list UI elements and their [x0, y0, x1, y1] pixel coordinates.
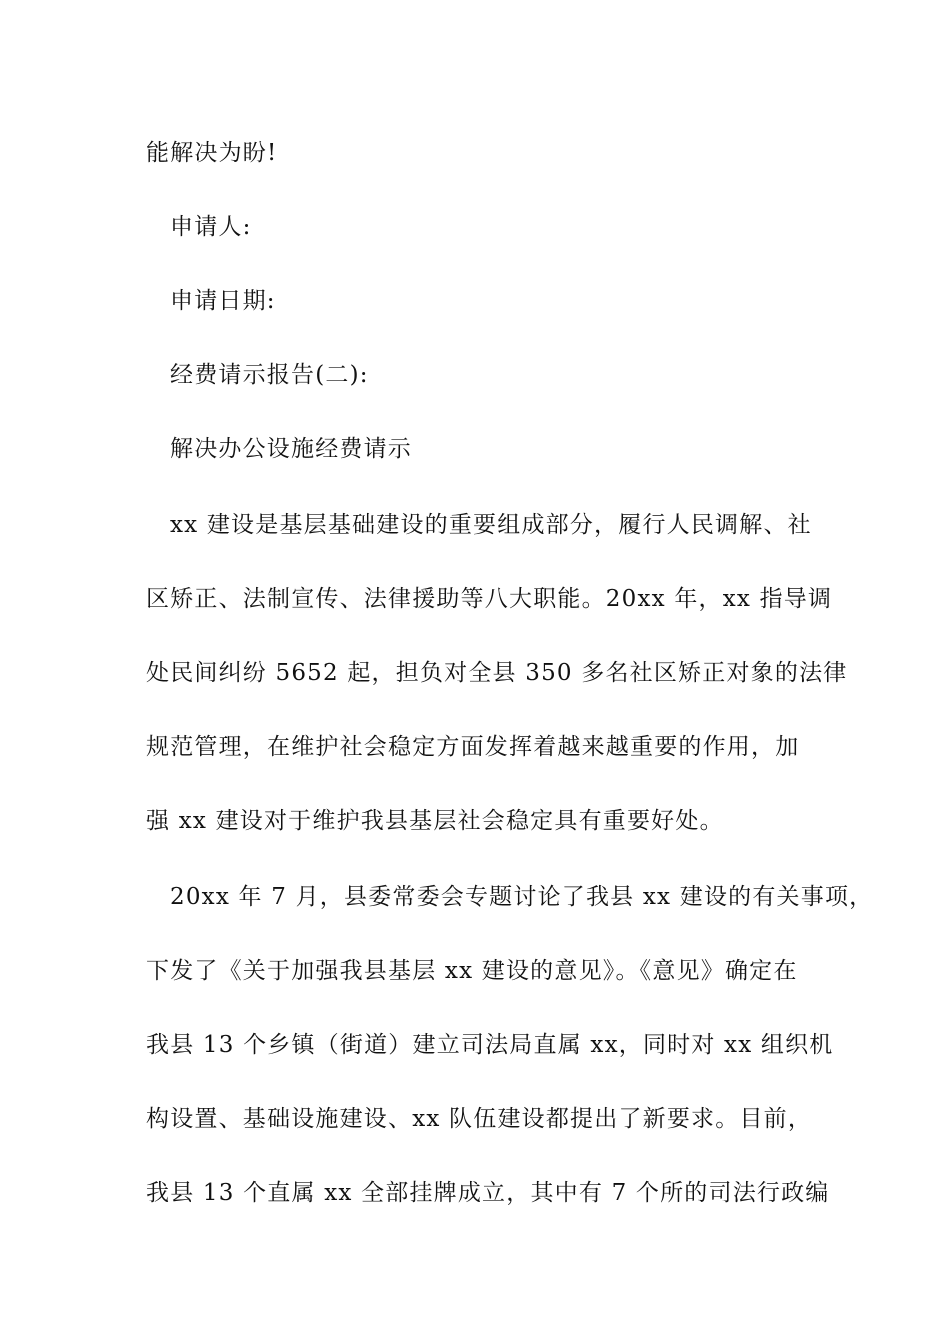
text-line: 强 xx 建设对于维护我县基层社会稳定具有重要好处。 [146, 808, 724, 834]
text-line: 我县 13 个直属 xx 全部挂牌成立，其中有 7 个所的司法行政编 [146, 1180, 830, 1206]
text-line: 能解决为盼! [146, 140, 278, 166]
text-line: 20xx 年 7 月，县委常委会专题讨论了我县 xx 建设的有关事项， [170, 884, 874, 910]
text-line: 构设置、基础设施建设、xx 队伍建设都提出了新要求。目前， [146, 1106, 813, 1132]
text-line: 规范管理，在维护社会稳定方面发挥着越来越重要的作用，加 [146, 734, 800, 760]
document-title: 解决办公设施经费请示 [170, 436, 412, 462]
application-date-label: 申请日期: [170, 288, 276, 314]
text-line: 区矫正、法制宣传、法律援助等八大职能。20xx 年，xx 指导调 [146, 586, 833, 612]
section-heading: 经费请示报告(二): [170, 362, 369, 388]
text-line: 处民间纠纷 5652 起，担负对全县 350 多名社区矫正对象的法律 [146, 660, 848, 686]
text-line: 我县 13 个乡镇（街道）建立司法局直属 xx，同时对 xx 组织机 [146, 1032, 834, 1058]
applicant-label: 申请人: [170, 214, 252, 240]
text-line: 下发了《关于加强我县基层 xx 建设的意见》。《意见》确定在 [146, 958, 798, 984]
text-line: xx 建设是基层基础建设的重要组成部分，履行人民调解、社 [170, 512, 812, 538]
